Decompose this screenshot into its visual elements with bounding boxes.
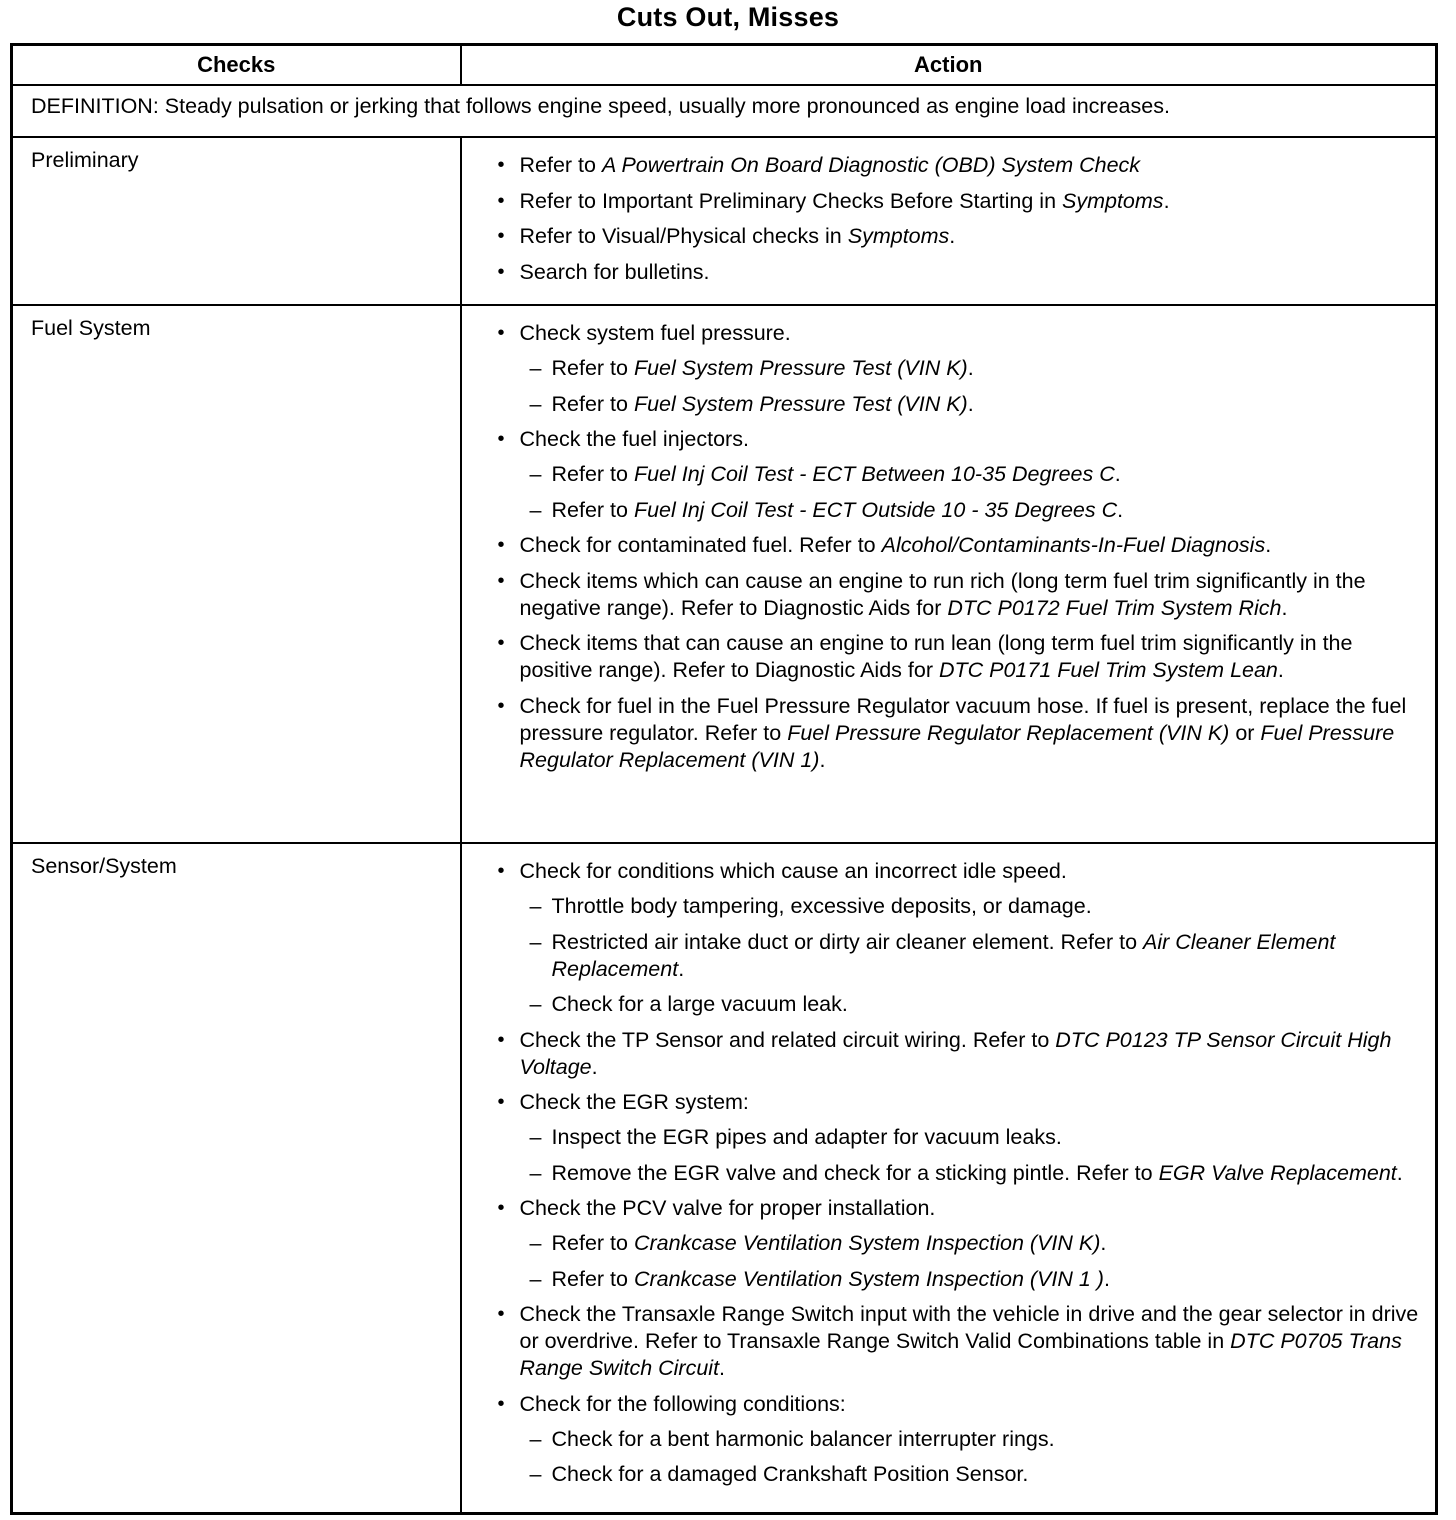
action-text: Check for the following conditions: [519, 1391, 846, 1416]
sub-action-list [530, 1426, 1424, 1489]
action-cell-sensor-system [461, 843, 1437, 1514]
action-item [496, 630, 1424, 684]
action-text: Refer to [551, 462, 634, 486]
action-list [496, 152, 1424, 286]
reference-text: Fuel Inj Coil Test - ECT Outside 10 - 35 Degrees C [633, 497, 1118, 522]
table-row [12, 843, 1437, 1514]
action-text: . [591, 1054, 598, 1079]
table-row [12, 137, 1437, 305]
action-text: or [1229, 720, 1261, 745]
action-text: . [949, 224, 956, 248]
sub-action-list [530, 1230, 1424, 1293]
action-text: . [967, 356, 974, 380]
sub-action-item [530, 1160, 1424, 1187]
sub-action-item [530, 497, 1424, 524]
reference-text: EGR Valve Replacement [1158, 1160, 1397, 1185]
check-label-fuel-system: Fuel System [12, 305, 461, 843]
action-item [496, 568, 1424, 622]
action-item [496, 532, 1424, 559]
action-text: Check for a damaged Crankshaft Position Sensor. [551, 1462, 1029, 1486]
action-item [496, 320, 1424, 418]
action-text: Refer to [551, 1266, 634, 1291]
action-item [496, 426, 1424, 524]
reference-text: A Powertrain On Board Diagnostic (OBD) System Check [601, 153, 1141, 177]
page-title: Cuts Out, Misses [616, 2, 840, 32]
action-item [496, 259, 1424, 286]
reference-text: Fuel Inj Coil Test - ECT Between 10-35 Degrees C [633, 462, 1115, 486]
action-item [496, 1027, 1424, 1081]
check-label-sensor-system: Sensor/System [12, 843, 461, 1514]
action-text: . [678, 956, 685, 981]
action-text: Restricted air intake duct or dirty air cleaner element. Refer to [551, 929, 1144, 954]
sub-action-item [530, 355, 1424, 382]
definition-row [12, 85, 1437, 137]
action-text: Throttle body tampering, excessive deposits, or damage. [551, 894, 1092, 918]
action-text: Check the TP Sensor and related circuit wiring. Refer to [519, 1027, 1056, 1052]
action-text: . [1100, 1231, 1107, 1255]
reference-text: DTC P0171 Fuel Trim System Lean [938, 658, 1278, 682]
action-text: Refer to [519, 153, 602, 177]
diagnostic-table [10, 43, 1438, 1515]
sub-action-item [530, 1266, 1424, 1293]
reference-text: Fuel Pressure Regulator Replacement (VIN K) [787, 720, 1230, 745]
action-text: Check system fuel pressure. [519, 321, 791, 345]
action-text: . [1117, 497, 1124, 522]
action-text: Check items which can cause an engine to run rich (long term fuel trim significantly in the negative range). Refer to Diagnostic Aids for [519, 568, 1366, 620]
sub-action-item [530, 929, 1424, 983]
action-text: Refer to Visual/Physical checks in [519, 224, 848, 248]
action-item [496, 1195, 1424, 1293]
action-item [496, 188, 1424, 215]
action-text: Check for contaminated fuel. Refer to [519, 533, 882, 557]
action-text: Check the PCV valve for proper installation. [519, 1196, 936, 1220]
sub-action-list [530, 461, 1424, 524]
action-item [496, 223, 1424, 250]
sub-action-item [530, 1426, 1424, 1453]
definition-text: DEFINITION: Steady pulsation or jerking that follows engine speed, usually more pronounced as engine load increases. [12, 85, 1437, 137]
reference-text: Fuel Pressure Regulator Replacement (VIN 1) [519, 720, 1395, 772]
reference-text: DTC P0172 Fuel Trim System Rich [947, 595, 1282, 620]
action-text: Refer to [551, 356, 634, 380]
sub-action-list [530, 355, 1424, 418]
action-text: . [1114, 462, 1121, 486]
action-text: Check the EGR system: [519, 1090, 749, 1114]
action-text: Refer to [551, 497, 634, 522]
sub-action-item [530, 1230, 1424, 1257]
action-text: Check the Transaxle Range Switch input with the vehicle in drive and the gear selector in drive or overdrive. Refer to Transaxle Range Switch Valid Combinations table in [519, 1302, 1419, 1353]
action-item [496, 1391, 1424, 1489]
reference-text: Fuel System Pressure Test (VIN K) [633, 391, 968, 416]
reference-text: Symptoms [847, 224, 950, 248]
action-text: Refer to [551, 1231, 634, 1255]
checks-header: Checks [12, 45, 461, 86]
action-text: . [819, 747, 826, 772]
action-text: Search for bulletins. [519, 259, 710, 284]
sub-action-item [530, 1124, 1424, 1151]
reference-text: Crankcase Ventilation System Inspection (VIN 1 ) [633, 1266, 1104, 1291]
action-text: . [1265, 533, 1272, 557]
sub-action-list [530, 893, 1424, 1018]
action-text: Inspect the EGR pipes and adapter for vacuum leaks. [551, 1125, 1062, 1149]
action-text: Remove the EGR valve and check for a sticking pintle. Refer to [551, 1160, 1159, 1185]
reference-text: Crankcase Ventilation System Inspection (VIN K) [633, 1231, 1101, 1255]
reference-text: DTC P0705 Trans Range Switch Circuit [519, 1329, 1402, 1380]
action-text: . [1277, 658, 1284, 682]
action-text: . [1281, 595, 1288, 620]
action-header: Action [461, 45, 1437, 86]
header-row [12, 45, 1437, 86]
action-text: Check for a large vacuum leak. [551, 992, 848, 1016]
reference-text: DTC P0123 TP Sensor Circuit High Voltage [519, 1027, 1392, 1079]
action-item [496, 1301, 1424, 1382]
action-item [496, 1089, 1424, 1187]
action-text: Check for a bent harmonic balancer interrupter rings. [551, 1426, 1055, 1451]
action-text: Check for conditions which cause an incorrect idle speed. [519, 859, 1067, 883]
action-text: Check items that can cause an engine to run lean (long term fuel trim significantly in the positive range). Refer to Diagnostic Aids for [519, 631, 1353, 682]
action-text: . [1103, 1266, 1110, 1291]
action-text: Check the fuel injectors. [519, 427, 749, 451]
action-text: . [719, 1356, 726, 1380]
action-cell-preliminary [461, 137, 1437, 305]
sub-action-item [530, 991, 1424, 1018]
action-item [496, 152, 1424, 179]
reference-text: Air Cleaner Element Replacement [551, 929, 1336, 981]
action-item [496, 693, 1424, 774]
action-list [496, 320, 1424, 774]
sub-action-item [530, 391, 1424, 418]
table-row [12, 305, 1437, 843]
action-text: . [967, 391, 974, 416]
reference-text: Alcohol/Contaminants-In-Fuel Diagnosis [881, 533, 1266, 557]
action-text: Refer to [551, 391, 634, 416]
action-list [496, 858, 1424, 1488]
sub-action-item [530, 1461, 1424, 1488]
action-item [496, 858, 1424, 1018]
action-text: . [1396, 1160, 1403, 1185]
check-label-preliminary: Preliminary [12, 137, 461, 305]
action-text: . [1163, 188, 1170, 213]
action-text: Refer to Important Preliminary Checks Before Starting in [519, 188, 1062, 213]
reference-text: Fuel System Pressure Test (VIN K) [633, 356, 968, 380]
sub-action-list [530, 1124, 1424, 1187]
reference-text: Symptoms [1062, 188, 1164, 213]
sub-action-item [530, 893, 1424, 920]
action-cell-fuel-system [461, 305, 1437, 843]
action-text: Check for fuel in the Fuel Pressure Regulator vacuum hose. If fuel is present, replace the fuel pressure regulator. Refer to [519, 693, 1407, 745]
sub-action-item [530, 461, 1424, 488]
